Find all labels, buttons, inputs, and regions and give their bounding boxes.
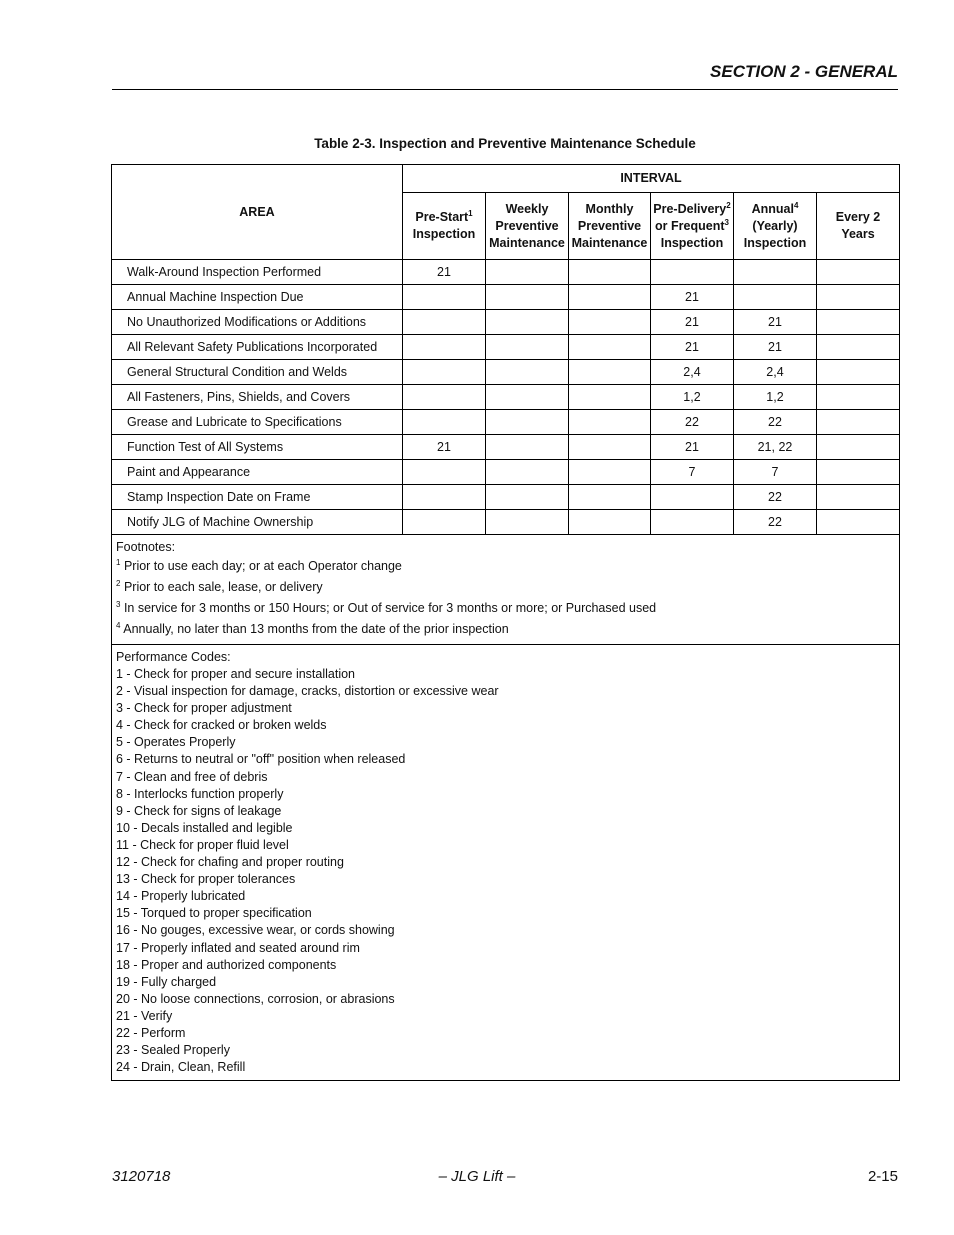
performance-code-item: 11 - Check for proper fluid level: [116, 837, 289, 852]
pre-start-cell: [403, 410, 486, 435]
every2-cell: [817, 385, 900, 410]
monthly-cell: [569, 260, 651, 285]
area-cell: Walk-Around Inspection Performed: [112, 260, 403, 285]
pre-delivery-cell: 21: [651, 335, 734, 360]
every2-cell: [817, 485, 900, 510]
pre-delivery-cell: 22: [651, 410, 734, 435]
performance-code-item: 6 - Returns to neutral or "off" position when released: [116, 752, 406, 767]
performance-code-item: 3 - Check for proper adjustment: [116, 701, 292, 716]
every2-cell: [817, 335, 900, 360]
pre-start-cell: [403, 335, 486, 360]
pre-start-cell: 21: [403, 435, 486, 460]
section-title: SECTION 2 - GENERAL: [710, 62, 898, 81]
pre-delivery-cell: [651, 485, 734, 510]
monthly-cell: [569, 410, 651, 435]
area-cell: General Structural Condition and Welds: [112, 360, 403, 385]
performance-code-item: 14 - Properly lubricated: [116, 889, 246, 904]
performance-code-item: 24 - Drain, Clean, Refill: [116, 1060, 246, 1075]
annual-cell: 1,2: [734, 385, 817, 410]
weekly-cell: [486, 460, 569, 485]
monthly-cell: [569, 485, 651, 510]
weekly-cell: [486, 410, 569, 435]
performance-code-item: 10 - Decals installed and legible: [116, 820, 293, 835]
monthly-cell: [569, 360, 651, 385]
header-divider: [112, 89, 898, 90]
every2-cell: [817, 260, 900, 285]
footnote-item: [116, 598, 895, 619]
pre-delivery-cell: 21: [651, 435, 734, 460]
footnote-text: Prior to use each day; or at each Operator change: [123, 559, 402, 573]
annual-cell: 22: [734, 485, 817, 510]
performance-code-item: 7 - Clean and free of debris: [116, 769, 268, 784]
performance-code-item: 2 - Visual inspection for damage, cracks, distortion or excessive wear: [116, 684, 499, 699]
monthly-cell: [569, 385, 651, 410]
performance-code-item: 21 - Verify: [116, 1008, 173, 1023]
monthly-cell: [569, 510, 651, 535]
footer-brand: – JLG Lift –: [438, 1168, 516, 1185]
footnote-number: 3: [116, 599, 121, 609]
annual-cell: 22: [734, 510, 817, 535]
footnote-text: Prior to each sale, lease, or delivery: [123, 580, 323, 594]
table-row: [112, 410, 900, 435]
every2-cell: [817, 460, 900, 485]
annual-cell: 21, 22: [734, 435, 817, 460]
pre-start-cell: [403, 385, 486, 410]
performance-code-item: 13 - Check for proper tolerances: [116, 872, 296, 887]
weekly-column-header: Weekly Preventive Maintenance: [486, 193, 569, 260]
table-row: [112, 510, 900, 535]
monthly-cell: [569, 285, 651, 310]
footnotes-cell: [112, 535, 900, 645]
pre-start-cell: [403, 460, 486, 485]
area-cell: Annual Machine Inspection Due: [112, 285, 403, 310]
pre-start-cell: 21: [403, 260, 486, 285]
footnote-item: [116, 619, 895, 640]
monthly-cell: [569, 335, 651, 360]
table-row: [112, 485, 900, 510]
pre-delivery-cell: [651, 510, 734, 535]
annual-cell: 2,4: [734, 360, 817, 385]
annual-cell: 22: [734, 410, 817, 435]
area-cell: Function Test of All Systems: [112, 435, 403, 460]
performance-code-item: 8 - Interlocks function properly: [116, 786, 284, 801]
pre-delivery-cell: [651, 260, 734, 285]
table-row: [112, 435, 900, 460]
pre-delivery-cell: 21: [651, 310, 734, 335]
performance-code-item: 9 - Check for signs of leakage: [116, 803, 282, 818]
performance-code-item: 18 - Proper and authorized components: [116, 957, 337, 972]
performance-code-item: 23 - Sealed Properly: [116, 1043, 230, 1058]
table-row: [112, 385, 900, 410]
performance-codes-cell: [112, 645, 900, 1081]
footnote-number: 4: [116, 620, 121, 630]
footnote-item: [116, 556, 895, 577]
performance-code-item: 22 - Perform: [116, 1025, 186, 1040]
area-cell: Notify JLG of Machine Ownership: [112, 510, 403, 535]
pre-start-cell: [403, 360, 486, 385]
performance-code-item: 16 - No gouges, excessive wear, or cords showing: [116, 923, 395, 938]
performance-code-item: 15 - Torqued to proper specification: [116, 906, 312, 921]
footnotes-title: Footnotes:: [116, 540, 176, 554]
every2-cell: [817, 435, 900, 460]
annual-cell: [734, 260, 817, 285]
monthly-column-header: Monthly Preventive Maintenance: [569, 193, 651, 260]
table-row: [112, 310, 900, 335]
pre-start-cell: [403, 285, 486, 310]
weekly-cell: [486, 285, 569, 310]
area-cell: All Relevant Safety Publications Incorporated: [112, 335, 403, 360]
pre-start-cell: [403, 310, 486, 335]
every2-cell: [817, 310, 900, 335]
pre-delivery-column-header: Pre-Delivery$^2$ or Frequent$^3$ Inspection: [651, 193, 734, 260]
maintenance-schedule-table: [111, 164, 900, 1081]
area-cell: No Unauthorized Modifications or Additions: [112, 310, 403, 335]
weekly-cell: [486, 435, 569, 460]
weekly-cell: [486, 510, 569, 535]
pre-delivery-cell: 7: [651, 460, 734, 485]
footnote-number: 2: [116, 578, 121, 588]
page-number: 2-15: [867, 1168, 898, 1185]
footnote-text: In service for 3 months or 150 Hours; or Out of service for 3 months or more; or Purchased used: [123, 601, 657, 615]
performance-code-item: 1 - Check for proper and secure installation: [116, 667, 356, 681]
monthly-cell: [569, 310, 651, 335]
weekly-cell: [486, 260, 569, 285]
footnote-item: [116, 577, 895, 598]
pre-start-column-header: Pre-Start$^1$ Inspection: [403, 193, 486, 260]
pre-delivery-cell: 2,4: [651, 360, 734, 385]
monthly-cell: [569, 460, 651, 485]
weekly-cell: [486, 335, 569, 360]
area-cell: Grease and Lubricate to Specifications: [112, 410, 403, 435]
every2-cell: [817, 410, 900, 435]
table-row: [112, 335, 900, 360]
performance-code-item: 4 - Check for cracked or broken welds: [116, 718, 327, 733]
performance-code-item: 17 - Properly inflated and seated around rim: [116, 940, 360, 955]
performance-code-item: 19 - Fully charged: [116, 974, 217, 989]
annual-cell: 21: [734, 335, 817, 360]
area-cell: Paint and Appearance: [112, 460, 403, 485]
performance-code-item: 20 - No loose connections, corrosion, or abrasions: [116, 991, 395, 1006]
weekly-cell: [486, 485, 569, 510]
performance-code-item: 12 - Check for chafing and proper routing: [116, 855, 344, 870]
document-number: 3120718: [112, 1168, 171, 1185]
table-row: [112, 360, 900, 385]
table-row: [112, 285, 900, 310]
area-cell: All Fasteners, Pins, Shields, and Covers: [112, 385, 403, 410]
every-2-years-column-header: Every 2 Years: [817, 193, 900, 260]
annual-column-header: Annual$^4$ (Yearly) Inspection: [734, 193, 817, 260]
every2-cell: [817, 510, 900, 535]
weekly-cell: [486, 360, 569, 385]
table-row: [112, 460, 900, 485]
area-cell: Stamp Inspection Date on Frame: [112, 485, 403, 510]
weekly-cell: [486, 385, 569, 410]
every2-cell: [817, 360, 900, 385]
pre-start-cell: [403, 485, 486, 510]
annual-cell: [734, 285, 817, 310]
annual-cell: 7: [734, 460, 817, 485]
area-column-header: AREA: [112, 165, 403, 260]
pre-delivery-cell: 21: [651, 285, 734, 310]
performance-code-item: 5 - Operates Properly: [116, 735, 236, 750]
footnote-text: Annually, no later than 13 months from the date of the prior inspection: [123, 622, 509, 636]
performance-codes-title: Performance Codes:: [116, 650, 231, 664]
table-row: [112, 260, 900, 285]
pre-start-cell: [403, 510, 486, 535]
footnote-number: 1: [116, 557, 121, 567]
every2-cell: [817, 285, 900, 310]
table-title: Table 2-3. Inspection and Preventive Maintenance Schedule: [314, 136, 696, 151]
weekly-cell: [486, 310, 569, 335]
pre-delivery-cell: 1,2: [651, 385, 734, 410]
interval-header: INTERVAL: [403, 165, 900, 193]
monthly-cell: [569, 435, 651, 460]
annual-cell: 21: [734, 310, 817, 335]
